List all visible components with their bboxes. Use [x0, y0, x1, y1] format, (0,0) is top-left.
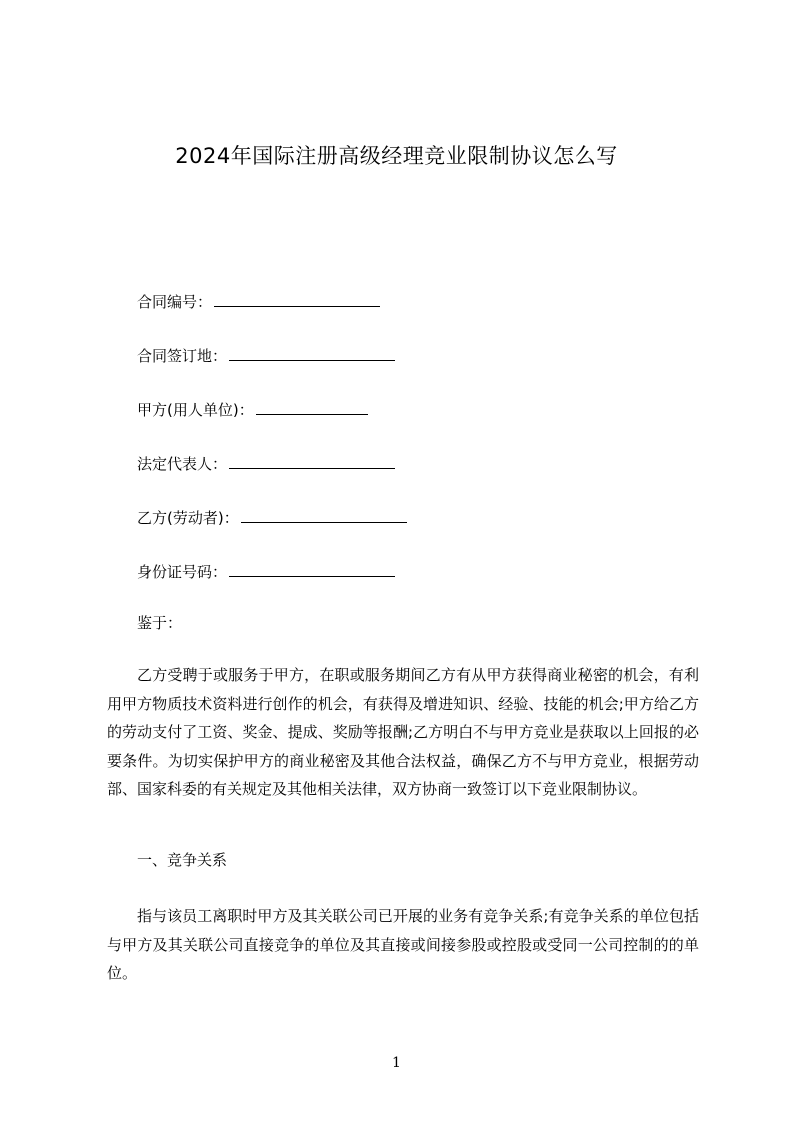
preamble-paragraph: 乙方受聘于或服务于甲方，在职或服务期间乙方有从甲方获得商业秘密的机会，有利用甲方物质技术资料进行创作的机会，有获得及增进知识、经验、技能的机会;甲方给乙方的劳动支付了工资、奖金、提成、奖励等报酬;乙方明白不与甲方竞业是获取以上回报的必要条件。为切实保护甲方的商业秘密及其他合法权益，确保乙方不与甲方竞业，根据劳动部、国家科委的有关规定及其他相关法律，双方协商一致签订以下竞业限制协议。: [107, 666, 699, 798]
field-label: 甲方(用人单位)：: [137, 401, 254, 419]
id-number-field: [137, 561, 395, 582]
blank-line: [241, 507, 407, 523]
field-label: 合同编号：: [137, 293, 213, 311]
blank-line: [229, 345, 395, 361]
whereas-label: 鉴于：: [137, 614, 183, 632]
signing-place-field: [137, 345, 395, 366]
section-paragraph: 指与该员工离职时甲方及其关联公司已开展的业务有竞争关系;有竞争关系的单位包括与甲方及其关联公司直接竞争的单位及其直接或间接参股或控股或受同一公司控制的的单位。: [107, 907, 699, 982]
contract-number-field: [137, 291, 380, 312]
field-label: 法定代表人：: [137, 455, 228, 473]
legal-representative-field: [137, 453, 395, 474]
page-number: 1: [392, 1055, 401, 1071]
party-a-field: [137, 399, 368, 420]
blank-line: [214, 291, 380, 307]
party-b-field: [137, 507, 407, 528]
blank-line: [229, 453, 395, 469]
field-label: 身份证号码：: [137, 563, 228, 581]
field-label: 乙方(劳动者)：: [137, 509, 239, 527]
field-label: 合同签订地：: [137, 347, 228, 365]
document-title: 2024年国际注册高级经理竞业限制协议怎么写: [175, 144, 618, 168]
section-heading: 一、竞争关系: [137, 851, 228, 869]
blank-line: [229, 561, 395, 577]
blank-line: [256, 399, 368, 415]
